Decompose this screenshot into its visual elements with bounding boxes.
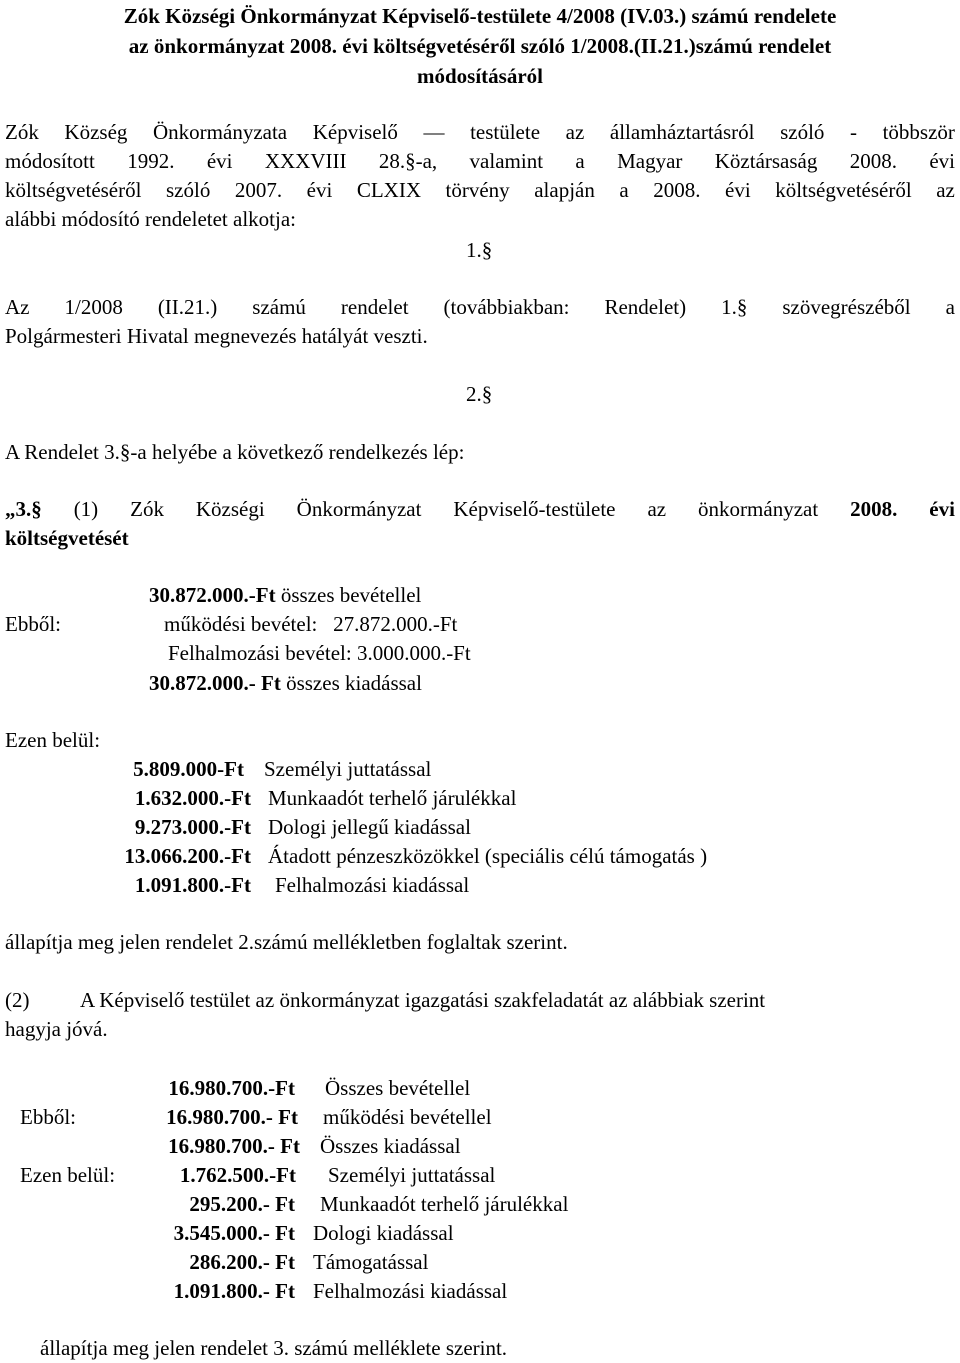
word: 1992. (127, 149, 175, 173)
ezen-belul-label-2: Ezen belül: (20, 1163, 116, 1187)
word: az (936, 178, 955, 202)
closing-1: állapítja meg jelen rendelet 2.számú mellékletben foglaltak szerint. (5, 930, 568, 954)
row-amount: 16.980.700.-Ft (168, 1076, 295, 1100)
row-amount: 1.091.800.- Ft (173, 1279, 295, 1303)
word: XXXVIII (264, 149, 347, 173)
title-line-3: módosításáról (417, 64, 543, 88)
capital-revenue: Felhalmozási bevétel: 3.000.000.-Ft (168, 641, 471, 665)
intro-line-3 (5, 180, 955, 201)
word: szóló (780, 120, 825, 144)
item-amount: 13.066.200.-Ft (124, 844, 251, 868)
paragraph-2-line-1: A Képviselő testület az önkormányzat igazgatási szakfeladatát az alábbiak szerint (80, 988, 766, 1012)
amount: 30.872.000.-Ft (149, 583, 276, 607)
item-amount: 5.809.000-Ft (133, 757, 244, 781)
word: 1/2008 (64, 295, 123, 319)
word: valamint (469, 149, 544, 173)
row-amount: 16.980.700.- Ft (166, 1105, 298, 1129)
word: Képviselő (312, 120, 398, 144)
operating-revenue: működési bevétel: 27.872.000.-Ft (164, 612, 458, 636)
row-amount: 1.762.500.-Ft (179, 1163, 296, 1187)
word: évi (929, 497, 955, 521)
intro-line-4: alábbi módosító rendeletet alkotja: (5, 207, 296, 231)
row-label: Személyi juttatással (328, 1163, 496, 1187)
item-label: Felhalmozási kiadással (275, 873, 470, 897)
paragraph-2-number: (2) (5, 988, 30, 1012)
word: Zók (130, 497, 164, 521)
closing-2: állapítja meg jelen rendelet 3. számú melléklete szerint. (40, 1336, 508, 1360)
word: Önkormányzata (153, 120, 288, 144)
item-amount: 1.091.800.-Ft (134, 873, 251, 897)
paragraph-2-line-2: hagyja jóvá. (5, 1017, 108, 1041)
word: az (647, 497, 667, 521)
section-1-line-1 (5, 297, 955, 318)
row-amount: 295.200.- Ft (189, 1192, 295, 1216)
word: 2008. (653, 178, 701, 202)
word: Magyar (617, 149, 683, 173)
word: Köztársaság (714, 149, 818, 173)
intro-line-2 (5, 151, 955, 172)
item-label: Dologi jellegű kiadással (268, 815, 471, 839)
section-1-line-2: Polgármesteri Hivatal megnevezés hatályát veszti. (5, 324, 428, 348)
word: államháztartásról (609, 120, 755, 144)
word: testülete (470, 120, 541, 144)
item-amount: 9.273.000.-Ft (134, 815, 251, 839)
word: rendelet (340, 295, 409, 319)
row-label: Összes bevétellel (325, 1076, 471, 1100)
section-3-line-1 (5, 499, 955, 520)
word: szövegrészéből (782, 295, 911, 319)
word: évi (306, 178, 333, 202)
item-label: Munkaadót terhelő járulékkal (268, 786, 517, 810)
word: (továbbiakban: (443, 295, 570, 319)
word: évi (929, 149, 955, 173)
word: Önkormányzat (296, 497, 422, 521)
word: a (575, 149, 585, 173)
section-3-number: „3.§ (5, 497, 42, 521)
word: Zók (5, 120, 39, 144)
word: - (850, 120, 857, 144)
row-amount: 3.545.000.- Ft (173, 1221, 295, 1245)
row-amount: 16.980.700.- Ft (168, 1134, 300, 1158)
label: összes bevétellel (280, 583, 422, 607)
word: 1.§ (721, 295, 748, 319)
item-label: Átadott pénzeszközökkel (speciális célú támogatás ) (268, 844, 708, 868)
row-label: Munkaadót terhelő járulékkal (320, 1192, 569, 1216)
label: összes kiadással (286, 671, 422, 695)
row-label: Dologi kiadással (313, 1221, 454, 1245)
title-line-1: Zók Községi Önkormányzat Képviselő-testülete 4/2008 (IV.03.) számú rendelete (123, 4, 837, 28)
item-label: Személyi juttatással (264, 757, 432, 781)
ezen-belul-label: Ezen belül: (5, 728, 101, 752)
word: Községi (195, 497, 265, 521)
total-revenue (149, 585, 421, 606)
intro-line-1 (5, 122, 955, 143)
word: módosított (5, 149, 95, 173)
word: költségvetéséről (5, 178, 142, 202)
word: Rendelet) (604, 295, 687, 319)
total-expenditure (149, 673, 422, 694)
word: — (423, 120, 445, 144)
ebbol-label-2: Ebből: (20, 1105, 76, 1129)
word: 2008. (849, 149, 897, 173)
word: szóló (166, 178, 211, 202)
word: törvény (445, 178, 510, 202)
word: Az (5, 295, 30, 319)
word: költségvetéséről (775, 178, 912, 202)
word: a (619, 178, 629, 202)
amount: 30.872.000.- Ft (149, 671, 281, 695)
item-amount: 1.632.000.-Ft (134, 786, 251, 810)
row-amount: 286.200.- Ft (189, 1250, 295, 1274)
word: 28.§-a, (378, 149, 438, 173)
word: évi (725, 178, 751, 202)
section-3-line-2: költségvetését (5, 526, 129, 550)
word: önkormányzat (698, 497, 819, 521)
row-label: működési bevétellel (323, 1105, 492, 1129)
word: 2008. (850, 497, 898, 521)
word: számú (252, 295, 306, 319)
word: évi (206, 149, 233, 173)
section-1-number: 1.§ (466, 238, 493, 262)
word: többször (882, 120, 955, 144)
row-label: Támogatással (313, 1250, 429, 1274)
word: a (945, 295, 955, 319)
title-line-2: az önkormányzat 2008. évi költségvetéséről szóló 1/2008.(II.21.)számú rendelet (128, 34, 832, 58)
word: (1) (73, 497, 99, 521)
row-label: Összes kiadással (320, 1134, 461, 1158)
word: (II.21.) (157, 295, 218, 319)
row-label: Felhalmozási kiadással (313, 1279, 508, 1303)
word: az (565, 120, 585, 144)
word: Képviselő-testülete (453, 497, 616, 521)
section-2-number: 2.§ (466, 382, 493, 406)
word: 2007. (234, 178, 283, 202)
word: CLXIX (356, 178, 421, 202)
word: alapján (534, 178, 595, 202)
section-2-text: A Rendelet 3.§-a helyébe a következő rendelkezés lép: (5, 440, 465, 464)
ebbol-label: Ebből: (5, 612, 61, 636)
word: Község (64, 120, 128, 144)
